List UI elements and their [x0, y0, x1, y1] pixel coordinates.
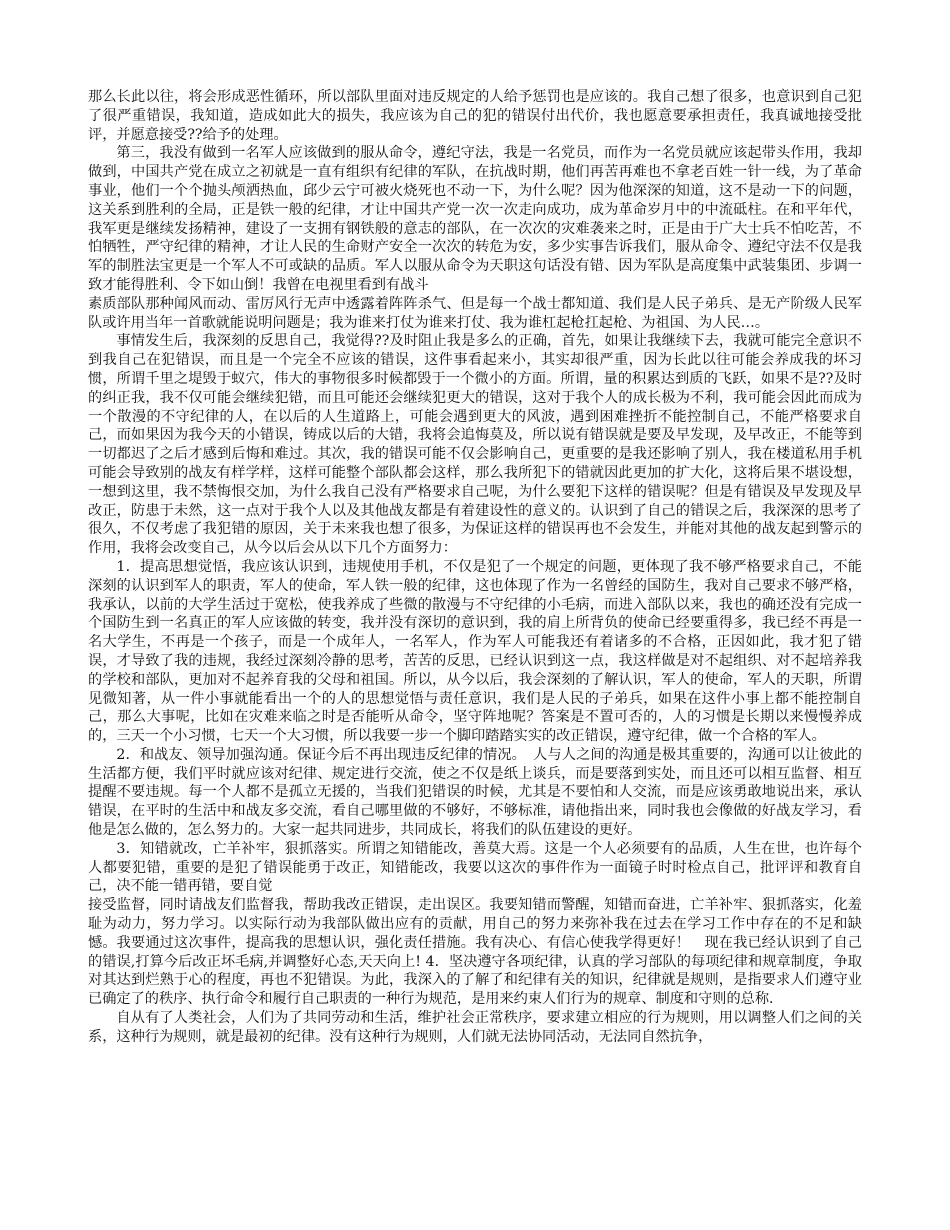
paragraph-5: 1．提高思想觉悟，我应该认识到，违规使用手机，不仅是犯了一个规定的问题，更体现了我不够严格要求自己，不能深刻的认识到军人的职责，军人的使命，军人铁一般的纪律，这也体现了作为一名曾经的国防生，我对自己要求不够严格，我承认，以前的大学生活过于宽松，使我养成了些微的散漫与不守纪律的小毛病，而进入部队以来，我也的确还没有完成一个国防生到一名真正的军人应该做的转变，我并没有深切的意识到，我的肩上所背负的使命已经要重得多，我已经不再是一名大学生，不再是一个孩子，而是一个成年人，一名军人，作为军人可能我还有着诸多的不合格，正因如此，我才犯了错误，才导致了我的违规，我经过深刻冷静的思考，苦苦的反思，已经认识到这一点，我这样做是对不起组织、对不起培养我的学校和部队，更加对不起养育我的父母和祖国。所以，从今以后，我会深刻的了解认识，军人的使命，军人的天职，所谓见微知著，从一件小事就能看出一个的人的思想觉悟与责任意识，我们是人民的子弟兵，如果在这件小事上都不能控制自己，那么大事呢，比如在灾难来临之时是否能听从命令，坚守阵地呢？答案是不置可否的，人的习惯是长期以来慢慢养成的，三天一个小习惯，七天一个大习惯，所以我要一步一个脚印踏踏实实的改正错误，遵守纪律，做一个合格的军人。	[88, 558, 862, 745]
paragraph-9: 自从有了人类社会，人们为了共同劳动和生活，维护社会正常秩序，要求建立相应的行为规则，用以调整人们之间的关系，这种行为规则，就是最初的纪律。没有这种行为规则，人们就无法协同活动，无法同自然抗争，	[88, 1010, 862, 1045]
paragraph-1: 那么长此以往，将会形成恶性循环，所以部队里面对违反规定的人给予惩罚也是应该的。我自己想了很多，也意识到自己犯了很严重错误，我知道，造成如此大的损失，我应该为自己的犯的错误付出代价，我也愿意要承担责任，我真诚地接受批评，并愿意接受??给予的处理。	[88, 89, 862, 143]
paragraph-4: 事情发生后，我深刻的反思自己，我觉得??及时阻止我是多么的正确，首先，如果让我继续下去，我就可能完全意识不到我自己在犯错误，而且是一个完全不应该的错误，这件事看起来小，其实却很严重，因为长此以往可能会养成我的坏习惯，所谓千里之堤毁于蚁穴，伟大的事物很多时候都毁于一个微小的方面。所谓，量的积累达到质的飞跃，如果不是??及时的纠正我，我不仅可能会继续犯错，而且可能还会继续犯更大的错误，这对于我个人的成长极为不利，我可能会因此而成为一个散漫的不守纪律的人，在以后的人生道路上，可能会遇到更大的风波，遇到困难挫折不能控制自己，不能严格要求自己，而如果因为我今天的小错误，铸成以后的大错，我将会追悔莫及，所以说有错误就是要及早发现，及早改正，不能等到一切都迟了之后才感到后悔和难过。其次，我的错误可能不仅会影响自己，更重要的是我还影响了别人，我在楼道私用手机可能会导致别的战友有样学样，这样可能整个部队都会这样，那么我所犯下的错就因此更加的扩大化，这将后果不堪设想，一想到这里，我不禁悔恨交加，为什么我自己没有严格要求自己呢，为什么要犯下这样的错误呢？但是有错误及早发现及早改正，防患于未然，这一点对于我个人以及其他战友都是有着建设性的意义的。认识到了自己的错误之后，我深深的思考了很久，不仅考虑了我犯错的原因，关于未来我也想了很多，为保证这样的错误再也不会发生，并能对其他的战友起到警示的作用，我将会改变自己，从今以后会从以下几个方面努力：	[88, 333, 862, 557]
document-page	[88, 88, 862, 1047]
paragraph-6: 2．和战友、领导加强沟通。保证今后不再出现违反纪律的情况。 人与人之间的沟通是极其重要的，沟通可以让彼此的生活都方便，我们平时就应该对纪律、规定进行交流，使之不仅是纸上谈兵，而是要落到实处，而且还可以相互监督、相互提醒不要违规。每一个人都不是孤立无援的，当我们犯错误的时候，尤其是不要怕和人交流，而是应该勇敢地说出来，承认错误，在平时的生活中和战友多交流，看自己哪里做的不够好，不够标准，请他指出来，同时我也会像做的好战友学习，看他是怎么做的，怎么努力的。大家一起共同进步，共同成长，将我们的队伍建设的更好。	[88, 746, 862, 839]
paragraph-3: 素质部队那种闻风而动、雷厉风行无声中透露着阵阵杀气、但是每一个战士都知道、我们是人民子弟兵、是无产阶级人民军队或许用当年一首歌就能说明问题是；我为谁来打仗为谁来打仗、我为谁杠起枪扛起枪、为祖国、为人民…。	[88, 295, 862, 331]
paragraph-7: 3．知错就改，亡羊补牢，狠抓落实。所谓之知错能改，善莫大焉。这是一个人必须要有的品质，人生在世，也许每个人都要犯错，重要的是犯了错误能勇于改正，知错能改，我要以这次的事件作为一面镜子时时检点自己，批评评和教育自己，决不能一错再错，要自觉	[88, 840, 862, 895]
paragraph-8: 接受监督，同时请战友们监督我，帮助我改正错误，走出误区。我要知错而警醒，知错而奋进，亡羊补牢、狠抓落实，化羞耻为动力，努力学习。以实际行动为我部队做出应有的贡献，用自己的努力来弥补我在过去在学习工作中存在的不足和缺憾。我要通过这次事件，提高我的思想认识，强化责任措施。我有决心、有信心使我学得更好！ 现在我已经认识到了自己的错误,打算今后改正坏毛病,并调整好心态,天天向上! 4．坚决遵守各项纪律，认真的学习部队的每项纪律和规章制度，争取对其达到烂熟于心的程度，再也不犯错误。为此，我深入的了解了和纪律有关的知识，纪律就是规则，是指要求人们遵守业已确定了的秩序、执行命令和履行自己职责的一种行为规范，是用来约束人们行为的规章、制度和守则的总称．	[88, 897, 862, 1008]
paragraph-2: 第三，我没有做到一名军人应该做到的服从命令，遵纪守法，我是一名党员，而作为一名党员就应该起带头作用，我却做到，中国共产党在成立之初就是一直有组织有纪律的军队，在抗战时期，他们再苦再难也不拿老百姓一针一线，为了革命事业，他们一个个抛头颅洒热血，邱少云宁可被火烧死也不动一下，为什么呢？因为他深深的知道，这不是动一下的问题，这关系到胜利的全局，正是铁一般的纪律，才让中国共产党一次一次走向成功，成为革命岁月中的中流砥柱。在和平年代，我军更是继续发扬精神，建设了一支拥有钢铁般的意志的部队，在一次次的灾难袭来之时，正是由于广大士兵不怕吃苦，不怕牺牲，严守纪律的精神，才让人民的生命财产安全一次次的转危为安，多少实事告诉我们，服从命令、遵纪守法不仅是我军的制胜法宝更是一个军人不可或缺的品质。军人以服从命令为天职这句话没有错、因为军队是高度集中武装集团、步调一致才能得胜利、令下如山倒！我曾在电视里看到有战斗	[88, 145, 862, 293]
